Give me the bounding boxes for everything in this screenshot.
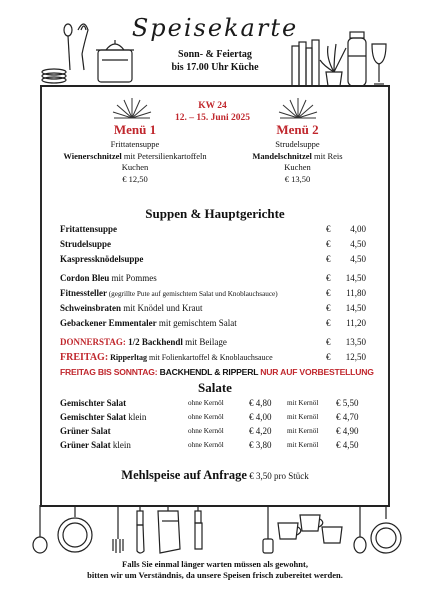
dish-row: Strudelsuppe € 4,50 xyxy=(60,239,366,249)
menu-2 xyxy=(215,122,380,185)
menu-1-dessert: Kuchen xyxy=(121,162,149,172)
dish-row: Gebackener Emmentaler mit gemischtem Salat € 11,20 xyxy=(60,318,366,328)
whisk-icon xyxy=(78,24,88,70)
menu-2-main: Mandelschnitzel mit Reis xyxy=(252,150,343,161)
menu-1 xyxy=(40,122,230,185)
kitchen-shelf-right-illustration xyxy=(290,28,388,86)
menu-1-title: Menü 1 xyxy=(113,122,157,137)
plant-icon xyxy=(320,44,346,86)
pot-icon xyxy=(96,40,134,82)
frying-pan-icon xyxy=(58,505,92,552)
frying-pan-icon-2 xyxy=(371,505,401,553)
salad-row: Gemischter Salat klein ohne Kernöl € 4,00 mit Kernöl € 4,70 xyxy=(60,412,359,422)
salad-row: Grüner Salat klein ohne Kernöl € 3,80 mit Kernöl € 4,50 xyxy=(60,440,359,450)
towel-icon xyxy=(158,505,180,553)
opening-hours-line2: bis 17.00 Uhr Küche xyxy=(171,62,259,73)
knife-icon-2 xyxy=(195,505,202,549)
mehlspeise-line: Mehlspeise auf Anfrage € 3,50 pro Stück xyxy=(121,468,309,482)
spoon-icon xyxy=(64,24,72,70)
salad-list xyxy=(60,396,366,452)
dish-row-friday: FREITAG: Ripperltag mit Folienkartoffel & Knoblauchsauce € 12,50 xyxy=(60,352,366,363)
menu-2-dessert: Kuchen xyxy=(284,162,311,172)
spatula-icon xyxy=(263,505,273,553)
dish-row: Fritattensuppe € 4,00 xyxy=(60,224,366,234)
salad-row: Gemischter Salat ohne Kernöl € 4,80 mit Kernöl € 5,50 xyxy=(60,398,359,408)
menu-2-title: Menü 2 xyxy=(276,122,319,137)
menu-1-soup: Frittatensuppe xyxy=(110,139,160,149)
dish-row: Kaspressknödelsuppe € 4,50 xyxy=(60,254,366,264)
hanging-utensils-illustration xyxy=(20,505,405,557)
footer-line2: bitten wir um Verständnis, da unsere Speisen frisch zubereitet werden. xyxy=(87,570,343,580)
section-title-mains: Suppen & Hauptgerichte xyxy=(145,206,285,221)
menu-2-price: € 13,50 xyxy=(284,173,311,184)
knife-icon xyxy=(137,505,144,553)
calendar-week-label: KW 24 xyxy=(198,101,227,111)
wine-glass-icon xyxy=(372,44,386,84)
dish-row: Schweinsbraten mit Knödel und Kraut € 14,50 xyxy=(60,303,366,313)
special-preorder-line: FREITAG BIS SONNTAG: BACKHENDL & RIPPERL NUR AUF VORBESTELLUNG xyxy=(60,367,374,377)
menu-2-soup: Strudelsuppe xyxy=(275,139,320,149)
calendar-week xyxy=(150,100,275,124)
menu-1-price: € 12,50 xyxy=(122,173,148,184)
right-border-line xyxy=(388,87,390,505)
footer-note xyxy=(30,559,400,581)
footer-line1: Falls Sie einmal länger warten müssen als gewohnt, xyxy=(122,559,308,569)
dish-row: Cordon Bleu mit Pommes € 14,50 xyxy=(60,273,366,283)
ladle-icon-2 xyxy=(354,505,366,553)
menu-1-main: Wienerschnitzel mit Petersilienkartoffeln xyxy=(63,150,207,161)
opening-hours-line1: Sonn- & Feiertag xyxy=(178,49,252,60)
opening-hours xyxy=(130,48,300,74)
cup-icon xyxy=(278,515,342,543)
salad-row: Grüner Salat ohne Kernöl € 4,20 mit Kernöl € 4,90 xyxy=(60,426,359,436)
section-title-salads: Salate xyxy=(198,380,232,395)
page-title: Speisekarte xyxy=(131,14,299,42)
jar-icon xyxy=(348,32,366,86)
dish-row: Fitnessteller (gegrillte Pute auf gemischtem Salat und Knoblauchsauce) € 11,80 xyxy=(60,288,366,298)
dish-row-thursday: DONNERSTAG: 1/2 Backhendl mit Beilage € 13,50 xyxy=(60,337,366,347)
ladle-icon xyxy=(33,505,47,553)
dish-list xyxy=(60,222,374,380)
calendar-week-dates: 12. – 15. Juni 2025 xyxy=(175,113,250,123)
sunburst-left-icon xyxy=(110,96,154,120)
sunburst-right-icon xyxy=(276,96,320,120)
fork-icon xyxy=(113,505,123,553)
kitchen-shelf-left-illustration xyxy=(40,20,135,86)
top-shelf-line xyxy=(40,85,390,87)
